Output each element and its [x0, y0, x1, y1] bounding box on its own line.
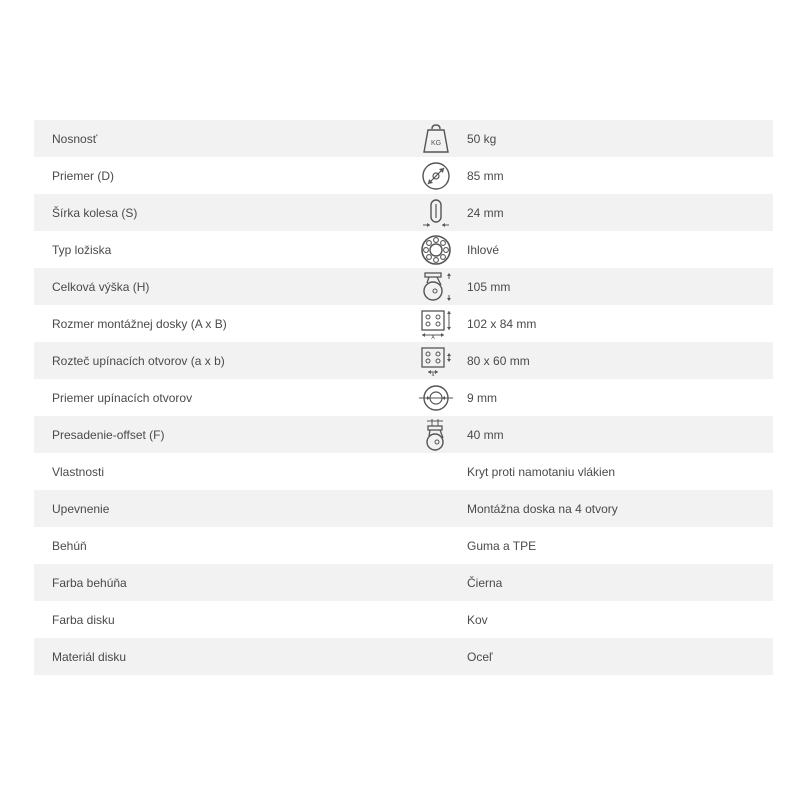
- spec-value: Montážna doska na 4 otvory: [467, 501, 618, 516]
- total-height-icon: [404, 268, 467, 305]
- spec-row: [34, 120, 773, 157]
- spec-value: Ihlové: [467, 242, 500, 257]
- spec-value: 9 mm: [467, 390, 497, 405]
- spec-label: Celková výška (H): [52, 279, 150, 294]
- spec-row: [34, 194, 773, 231]
- spec-value: Kryt proti namotaniu vlákien: [467, 464, 616, 479]
- spec-value: 40 mm: [467, 427, 504, 442]
- hole-diameter-icon: [404, 379, 467, 416]
- spec-label: Šírka kolesa (S): [52, 205, 138, 220]
- spec-label: Farba behúňa: [52, 575, 127, 590]
- spec-label: Priemer upínacích otvorov: [52, 390, 193, 405]
- spec-row: [34, 601, 773, 638]
- spec-row: [34, 638, 773, 675]
- spec-row: [34, 564, 773, 601]
- spec-row: [34, 157, 773, 194]
- plate-size-icon: [404, 305, 467, 342]
- empty-icon-cell: [404, 527, 467, 564]
- bearing-icon: [404, 231, 467, 268]
- hole-spacing-icon: [404, 342, 467, 379]
- spec-label: Upevnenie: [52, 501, 110, 516]
- spec-value: 102 x 84 mm: [467, 316, 537, 331]
- spec-label: Rozteč upínacích otvorov (a x b): [52, 353, 225, 368]
- wheel-diameter-icon: [404, 157, 467, 194]
- spec-row: [34, 416, 773, 453]
- spec-value: Oceľ: [467, 649, 493, 664]
- spacing-a-text: a: [431, 371, 434, 377]
- spec-row: [34, 453, 773, 490]
- spec-value: 24 mm: [467, 205, 504, 220]
- empty-icon-cell: [404, 490, 467, 527]
- empty-icon-cell: [404, 601, 467, 638]
- spec-row: [34, 527, 773, 564]
- spec-value: Kov: [467, 612, 488, 627]
- offset-icon: [404, 416, 467, 453]
- plate-a-text: A: [430, 334, 435, 340]
- spec-label: Nosnosť: [52, 131, 98, 146]
- specifications-table: [34, 120, 773, 675]
- spec-value: Guma a TPE: [467, 538, 537, 553]
- spec-label: Farba disku: [52, 612, 115, 627]
- spec-label: Behúň: [52, 538, 87, 553]
- spec-row: [34, 490, 773, 527]
- spec-value: 80 x 60 mm: [467, 353, 530, 368]
- spec-row: [34, 231, 773, 268]
- spec-label: Presadenie-offset (F): [52, 427, 165, 442]
- spec-row: [34, 305, 773, 342]
- spec-label: Rozmer montážnej dosky (A x B): [52, 316, 227, 331]
- spec-label: Vlastnosti: [52, 464, 105, 479]
- spec-row: [34, 268, 773, 305]
- spec-label: Typ ložiska: [52, 242, 112, 257]
- spec-label: Materiál disku: [52, 649, 127, 664]
- spec-value: 85 mm: [467, 168, 504, 183]
- spec-value: 105 mm: [467, 279, 511, 294]
- empty-icon-cell: [404, 638, 467, 675]
- empty-icon-cell: [404, 453, 467, 490]
- wheel-width-icon: [404, 194, 467, 231]
- spec-value: 50 kg: [467, 131, 497, 146]
- empty-icon-cell: [404, 564, 467, 601]
- kg-text: KG: [430, 139, 441, 147]
- spec-value: Čierna: [467, 575, 503, 590]
- spec-row: [34, 379, 773, 416]
- spec-label: Priemer (D): [52, 168, 114, 183]
- spec-row: [34, 342, 773, 379]
- weight-kg-icon: [404, 120, 467, 157]
